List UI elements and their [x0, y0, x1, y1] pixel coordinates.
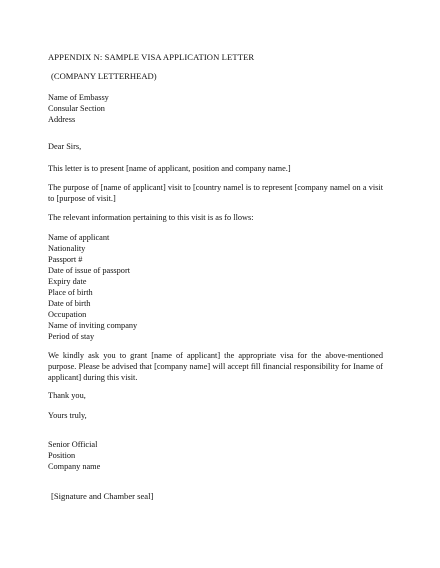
info-item: Expiry date [48, 277, 87, 286]
info-item: Date of birth [48, 299, 91, 308]
document-title: APPENDIX N: SAMPLE VISA APPLICATION LETTER [48, 52, 255, 62]
paragraph-info-intro: The relevant information pertaining to this visit is as fo llows: [48, 213, 254, 222]
info-item: Nationality [48, 244, 86, 253]
info-item: Passport # [48, 255, 83, 264]
signature-line: Senior Official [48, 440, 98, 449]
info-item: Date of issue of passport [48, 266, 131, 275]
signature-line: Position [48, 451, 76, 460]
paragraph-request: We kindly ask you to grant [name of applicant] the appropriate visa for the above-mentioned purpose. Please be advised that [company name] will accept fill financial responsibility for Iname of applicant] during this visit. [48, 351, 383, 382]
recipient-line: Address [48, 115, 76, 124]
recipient-line: Name of Embassy [48, 93, 109, 102]
salutation: Dear Sirs, [48, 142, 82, 151]
recipient-line: Consular Section [48, 104, 105, 113]
info-item: Name of applicant [48, 233, 110, 242]
paragraph-purpose: The purpose of [name of applicant] visit to [country namel is to represent [company namel on a visit to [purpose of visit.] [48, 183, 383, 203]
info-item: Occupation [48, 310, 87, 319]
paragraph-intro: This letter is to present [name of applicant, position and company name.] [48, 164, 291, 173]
signature-seal-note: [Signature and Chamber seal] [51, 491, 154, 501]
thanks-line: Thank you, [48, 391, 86, 400]
letterhead-label: (COMPANY LETTERHEAD) [51, 71, 157, 81]
info-item: Name of inviting company [48, 321, 138, 330]
info-item: Period of stay [48, 332, 95, 341]
signature-line: Company name [48, 462, 101, 471]
closing-line: Yours truly, [48, 411, 87, 420]
info-item: Place of birth [48, 288, 93, 297]
